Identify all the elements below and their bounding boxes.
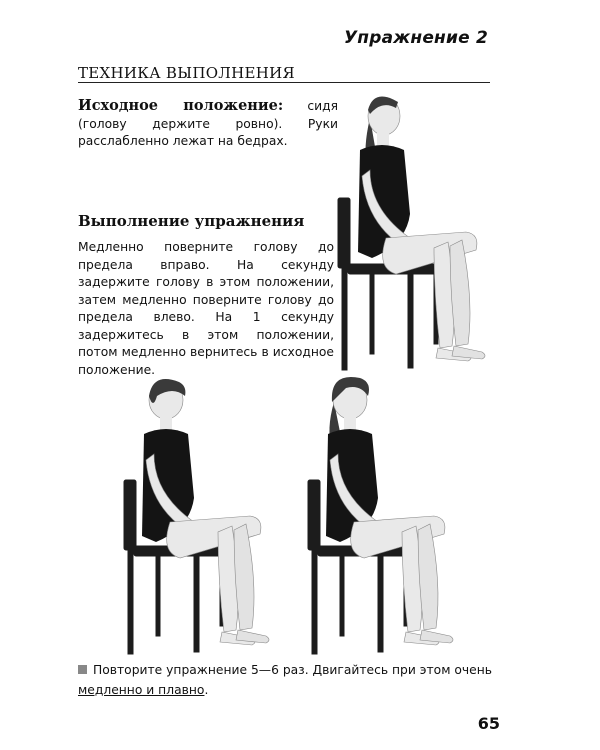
- repeat-note-emphasis: медленно и плавно: [78, 683, 205, 697]
- header-rule: [78, 82, 490, 83]
- repeat-note-text: Повторите упражнение 5—6 раз. Двигайтесь при этом очень: [93, 663, 493, 677]
- execution-text: Медленно поверните голову до предела вправо. На секунду задержите голову в этом положении, затем медленно поверните голову до предела влево. На 1 секунду задержитесь в этом положении, потом медленно вернитесь в исходное положение.: [78, 240, 334, 377]
- section-title: ТЕХНИКА ВЫПОЛНЕНИЯ: [78, 64, 295, 82]
- repeat-note-end: .: [204, 683, 209, 697]
- person-figure: [358, 97, 485, 361]
- starting-position-text: сидя (голову держите ровно). Руки расслабленно лежат на бедрах.: [78, 99, 338, 148]
- figure-seated-neutral: [330, 88, 500, 378]
- starting-position-paragraph: [78, 97, 338, 151]
- person-figure: [142, 379, 269, 645]
- execution-heading: Выполнение упражнения: [78, 212, 305, 230]
- exercise-number: Упражнение 2: [343, 28, 488, 48]
- person-figure: [326, 377, 453, 645]
- figure-seated-turn-right: [116, 372, 286, 662]
- repeat-note: [78, 660, 498, 700]
- bullet-square-icon: [78, 665, 87, 674]
- page-number: 65: [477, 714, 500, 733]
- starting-position-lead: Исходное положение:: [78, 97, 284, 114]
- figure-seated-turn-left: [300, 372, 470, 662]
